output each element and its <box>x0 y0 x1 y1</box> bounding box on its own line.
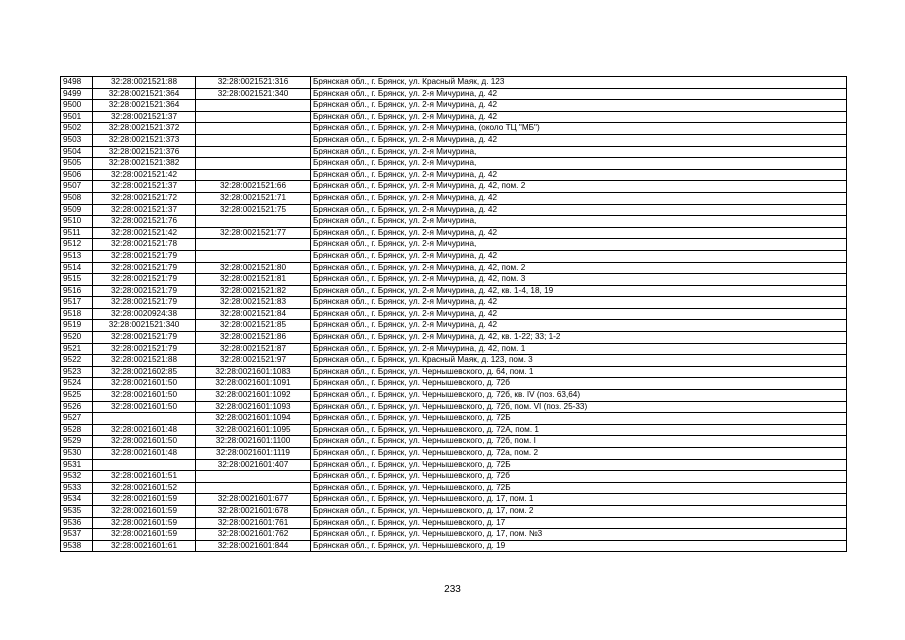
table-row <box>61 390 847 402</box>
address-cell: Брянская обл., г. Брянск, ул. 2-я Мичурина, (около ТЦ "МБ") <box>311 123 847 135</box>
row-number-cell: 9500 <box>61 100 93 112</box>
address-cell: Брянская обл., г. Брянск, ул. 2-я Мичурина, д. 42 <box>311 169 847 181</box>
cadastral-number-cell: 32:28:0021521:42 <box>93 169 196 181</box>
object-cadastral-number-cell: 32:28:0021601:762 <box>196 529 311 541</box>
cadastral-number-cell: 32:28:0021601:51 <box>93 471 196 483</box>
object-cadastral-number-cell: 32:28:0021521:87 <box>196 343 311 355</box>
table-row <box>61 204 847 216</box>
row-number-cell: 9538 <box>61 540 93 552</box>
address-cell: Брянская обл., г. Брянск, ул. 2-я Мичурина, д. 42, кв. 1-22; 33; 1-2 <box>311 332 847 344</box>
row-number-cell: 9536 <box>61 517 93 529</box>
row-number-cell: 9498 <box>61 77 93 89</box>
cadastral-number-cell <box>93 413 196 425</box>
object-cadastral-number-cell: 32:28:0021521:84 <box>196 308 311 320</box>
table-row <box>61 459 847 471</box>
table-row <box>61 401 847 413</box>
table-row <box>61 355 847 367</box>
object-cadastral-number-cell: 32:28:0021521:340 <box>196 88 311 100</box>
cadastral-number-cell: 32:28:0021521:88 <box>93 355 196 367</box>
table-row <box>61 494 847 506</box>
address-cell: Брянская обл., г. Брянск, ул. 2-я Мичурина, д. 42 <box>311 297 847 309</box>
table-row <box>61 192 847 204</box>
cadastral-number-cell: 32:28:0021601:59 <box>93 517 196 529</box>
cadastral-number-cell: 32:28:0021601:50 <box>93 436 196 448</box>
object-cadastral-number-cell: 32:28:0021601:1119 <box>196 448 311 460</box>
table-row <box>61 436 847 448</box>
table-row <box>61 297 847 309</box>
row-number-cell: 9512 <box>61 239 93 251</box>
cadastral-number-cell: 32:28:0021521:382 <box>93 158 196 170</box>
row-number-cell: 9508 <box>61 192 93 204</box>
address-cell: Брянская обл., г. Брянск, ул. Чернышевского, д. 19 <box>311 540 847 552</box>
object-cadastral-number-cell: 32:28:0021601:1093 <box>196 401 311 413</box>
object-cadastral-number-cell: 32:28:0021521:80 <box>196 262 311 274</box>
row-number-cell: 9509 <box>61 204 93 216</box>
address-cell: Брянская обл., г. Брянск, ул. 2-я Мичурина, <box>311 146 847 158</box>
table-row <box>61 482 847 494</box>
table-row <box>61 158 847 170</box>
table-row <box>61 285 847 297</box>
row-number-cell: 9530 <box>61 448 93 460</box>
table-row <box>61 320 847 332</box>
row-number-cell: 9506 <box>61 169 93 181</box>
row-number-cell: 9529 <box>61 436 93 448</box>
table-row <box>61 262 847 274</box>
table-row <box>61 413 847 425</box>
address-cell: Брянская обл., г. Брянск, ул. 2-я Мичурина, д. 42 <box>311 250 847 262</box>
address-cell: Брянская обл., г. Брянск, ул. 2-я Мичурина, д. 42 <box>311 227 847 239</box>
table-body <box>61 77 847 552</box>
object-cadastral-number-cell <box>196 146 311 158</box>
address-cell: Брянская обл., г. Брянск, ул. Чернышевского, д. 72А, пом. 1 <box>311 424 847 436</box>
object-cadastral-number-cell: 32:28:0021521:83 <box>196 297 311 309</box>
object-cadastral-number-cell: 32:28:0021521:97 <box>196 355 311 367</box>
table-row <box>61 505 847 517</box>
cadastral-number-cell: 32:28:0021601:59 <box>93 505 196 517</box>
table-row <box>61 274 847 286</box>
object-cadastral-number-cell <box>196 239 311 251</box>
table-row <box>61 540 847 552</box>
row-number-cell: 9521 <box>61 343 93 355</box>
object-cadastral-number-cell: 32:28:0021521:66 <box>196 181 311 193</box>
object-cadastral-number-cell: 32:28:0021601:678 <box>196 505 311 517</box>
address-cell: Брянская обл., г. Брянск, ул. 2-я Мичурина, д. 42, пом. 2 <box>311 262 847 274</box>
object-cadastral-number-cell: 32:28:0021521:81 <box>196 274 311 286</box>
cadastral-number-cell: 32:28:0021601:48 <box>93 448 196 460</box>
address-cell: Брянская обл., г. Брянск, ул. 2-я Мичурина, д. 42, пом. 3 <box>311 274 847 286</box>
object-cadastral-number-cell: 32:28:0021521:86 <box>196 332 311 344</box>
table-row <box>61 134 847 146</box>
row-number-cell: 9503 <box>61 134 93 146</box>
object-cadastral-number-cell: 32:28:0021601:677 <box>196 494 311 506</box>
row-number-cell: 9531 <box>61 459 93 471</box>
address-cell: Брянская обл., г. Брянск, ул. Чернышевского, д. 72б, пом. VI (поз. 25-33) <box>311 401 847 413</box>
address-cell: Брянская обл., г. Брянск, ул. Чернышевского, д. 72Б <box>311 482 847 494</box>
address-cell: Брянская обл., г. Брянск, ул. Чернышевского, д. 72б <box>311 471 847 483</box>
table-row <box>61 239 847 251</box>
table-row <box>61 123 847 135</box>
row-number-cell: 9524 <box>61 378 93 390</box>
address-cell: Брянская обл., г. Брянск, ул. 2-я Мичурина, д. 42 <box>311 111 847 123</box>
row-number-cell: 9513 <box>61 250 93 262</box>
table-row <box>61 424 847 436</box>
row-number-cell: 9504 <box>61 146 93 158</box>
cadastral-number-cell: 32:28:0021521:79 <box>93 250 196 262</box>
address-cell: Брянская обл., г. Брянск, ул. 2-я Мичурина, д. 42, пом. 1 <box>311 343 847 355</box>
table-row <box>61 378 847 390</box>
cadastral-number-cell: 32:28:0021521:79 <box>93 332 196 344</box>
row-number-cell: 9528 <box>61 424 93 436</box>
cadastral-number-cell: 32:28:0021601:50 <box>93 390 196 402</box>
object-cadastral-number-cell: 32:28:0021521:71 <box>196 192 311 204</box>
table-row <box>61 448 847 460</box>
table-row <box>61 332 847 344</box>
address-cell: Брянская обл., г. Брянск, ул. Чернышевского, д. 72а, пом. 2 <box>311 448 847 460</box>
cadastral-number-cell: 32:28:0021601:48 <box>93 424 196 436</box>
object-cadastral-number-cell: 32:28:0021601:1094 <box>196 413 311 425</box>
address-cell: Брянская обл., г. Брянск, ул. 2-я Мичурина, д. 42 <box>311 204 847 216</box>
cadastral-number-cell: 32:28:0021521:37 <box>93 181 196 193</box>
cadastral-number-cell: 32:28:0021521:79 <box>93 262 196 274</box>
object-cadastral-number-cell: 32:28:0021601:1092 <box>196 390 311 402</box>
row-number-cell: 9537 <box>61 529 93 541</box>
row-number-cell: 9502 <box>61 123 93 135</box>
address-cell: Брянская обл., г. Брянск, ул. 2-я Мичурина, д. 42 <box>311 134 847 146</box>
table-row <box>61 181 847 193</box>
address-cell: Брянская обл., г. Брянск, ул. Чернышевского, д. 72Б <box>311 413 847 425</box>
cadastral-number-cell: 32:28:0021521:364 <box>93 100 196 112</box>
table-row <box>61 343 847 355</box>
table-row <box>61 169 847 181</box>
object-cadastral-number-cell <box>196 111 311 123</box>
object-cadastral-number-cell: 32:28:0021521:85 <box>196 320 311 332</box>
row-number-cell: 9511 <box>61 227 93 239</box>
address-cell: Брянская обл., г. Брянск, ул. Чернышевского, д. 64, пом. 1 <box>311 366 847 378</box>
table-row <box>61 111 847 123</box>
row-number-cell: 9516 <box>61 285 93 297</box>
address-cell: Брянская обл., г. Брянск, ул. 2-я Мичурина, д. 42, пом. 2 <box>311 181 847 193</box>
object-cadastral-number-cell <box>196 134 311 146</box>
object-cadastral-number-cell: 32:28:0021601:1091 <box>196 378 311 390</box>
cadastral-number-cell: 32:28:0021521:364 <box>93 88 196 100</box>
cadastral-number-cell: 32:28:0021601:59 <box>93 494 196 506</box>
address-cell: Брянская обл., г. Брянск, ул. 2-я Мичурина, <box>311 216 847 228</box>
cadastral-number-cell: 32:28:0021521:79 <box>93 343 196 355</box>
object-cadastral-number-cell: 32:28:0021601:1095 <box>196 424 311 436</box>
table-row <box>61 250 847 262</box>
object-cadastral-number-cell <box>196 158 311 170</box>
address-cell: Брянская обл., г. Брянск, ул. 2-я Мичурина, <box>311 239 847 251</box>
address-cell: Брянская обл., г. Брянск, ул. Чернышевского, д. 17 <box>311 517 847 529</box>
object-cadastral-number-cell <box>196 482 311 494</box>
object-cadastral-number-cell: 32:28:0021601:761 <box>196 517 311 529</box>
address-cell: Брянская обл., г. Брянск, ул. Чернышевского, д. 17, пом. №3 <box>311 529 847 541</box>
row-number-cell: 9517 <box>61 297 93 309</box>
address-cell: Брянская обл., г. Брянск, ул. Чернышевского, д. 72б, пом. I <box>311 436 847 448</box>
table-row <box>61 77 847 89</box>
cadastral-number-cell: 32:28:0021521:373 <box>93 134 196 146</box>
cadastral-number-cell: 32:28:0021521:37 <box>93 111 196 123</box>
address-cell: Брянская обл., г. Брянск, ул. Чернышевского, д. 72б, кв. IV (поз. 63,64) <box>311 390 847 402</box>
cadastral-number-cell: 32:28:0021521:79 <box>93 297 196 309</box>
cadastral-number-cell <box>93 459 196 471</box>
row-number-cell: 9501 <box>61 111 93 123</box>
object-cadastral-number-cell <box>196 100 311 112</box>
cadastral-number-cell: 32:28:0021521:88 <box>93 77 196 89</box>
row-number-cell: 9534 <box>61 494 93 506</box>
table-row <box>61 471 847 483</box>
cadastral-number-cell: 32:28:0021521:79 <box>93 285 196 297</box>
cadastral-number-cell: 32:28:0021521:376 <box>93 146 196 158</box>
cadastral-number-cell: 32:28:0021601:50 <box>93 401 196 413</box>
object-cadastral-number-cell: 32:28:0021601:407 <box>196 459 311 471</box>
row-number-cell: 9523 <box>61 366 93 378</box>
cadastral-number-cell: 32:28:0021521:76 <box>93 216 196 228</box>
row-number-cell: 9526 <box>61 401 93 413</box>
cadastral-number-cell: 32:28:0021521:372 <box>93 123 196 135</box>
row-number-cell: 9522 <box>61 355 93 367</box>
object-cadastral-number-cell: 32:28:0021521:75 <box>196 204 311 216</box>
cadastral-number-cell: 32:28:0021601:50 <box>93 378 196 390</box>
cadastral-number-cell: 32:28:0021521:79 <box>93 274 196 286</box>
object-cadastral-number-cell: 32:28:0021601:844 <box>196 540 311 552</box>
address-cell: Брянская обл., г. Брянск, ул. 2-я Мичурина, д. 42 <box>311 100 847 112</box>
address-cell: Брянская обл., г. Брянск, ул. 2-я Мичурина, д. 42 <box>311 320 847 332</box>
object-cadastral-number-cell <box>196 169 311 181</box>
cadastral-number-cell: 32:28:0021601:61 <box>93 540 196 552</box>
row-number-cell: 9505 <box>61 158 93 170</box>
row-number-cell: 9533 <box>61 482 93 494</box>
object-cadastral-number-cell <box>196 123 311 135</box>
cadastral-number-cell: 32:28:0021521:78 <box>93 239 196 251</box>
cadastral-number-cell: 32:28:0021521:72 <box>93 192 196 204</box>
table-row <box>61 100 847 112</box>
cadastral-table <box>60 76 847 552</box>
cadastral-number-cell: 32:28:0021601:52 <box>93 482 196 494</box>
row-number-cell: 9527 <box>61 413 93 425</box>
address-cell: Брянская обл., г. Брянск, ул. Чернышевского, д. 72Б <box>311 459 847 471</box>
row-number-cell: 9532 <box>61 471 93 483</box>
row-number-cell: 9515 <box>61 274 93 286</box>
row-number-cell: 9507 <box>61 181 93 193</box>
table-row <box>61 216 847 228</box>
table-row <box>61 88 847 100</box>
page-number: 233 <box>444 584 461 595</box>
cadastral-number-cell: 32:28:0021601:59 <box>93 529 196 541</box>
row-number-cell: 9499 <box>61 88 93 100</box>
table-row <box>61 366 847 378</box>
table-row <box>61 227 847 239</box>
address-cell: Брянская обл., г. Брянск, ул. 2-я Мичурина, д. 42 <box>311 308 847 320</box>
row-number-cell: 9535 <box>61 505 93 517</box>
object-cadastral-number-cell <box>196 216 311 228</box>
row-number-cell: 9520 <box>61 332 93 344</box>
cadastral-number-cell: 32:28:0021521:340 <box>93 320 196 332</box>
table-row <box>61 517 847 529</box>
object-cadastral-number-cell: 32:28:0021601:1083 <box>196 366 311 378</box>
table-row <box>61 529 847 541</box>
object-cadastral-number-cell <box>196 471 311 483</box>
object-cadastral-number-cell: 32:28:0021601:1100 <box>196 436 311 448</box>
address-cell: Брянская обл., г. Брянск, ул. 2-я Мичурина, д. 42, кв. 1-4, 18, 19 <box>311 285 847 297</box>
cadastral-number-cell: 32:28:0021602:85 <box>93 366 196 378</box>
row-number-cell: 9510 <box>61 216 93 228</box>
cadastral-number-cell: 32:28:0021521:42 <box>93 227 196 239</box>
address-cell: Брянская обл., г. Брянск, ул. 2-я Мичурина, д. 42 <box>311 88 847 100</box>
address-cell: Брянская обл., г. Брянск, ул. Чернышевского, д. 17, пом. 1 <box>311 494 847 506</box>
address-cell: Брянская обл., г. Брянск, ул. Красный Маяк, д. 123 <box>311 77 847 89</box>
row-number-cell: 9518 <box>61 308 93 320</box>
object-cadastral-number-cell: 32:28:0021521:316 <box>196 77 311 89</box>
row-number-cell: 9519 <box>61 320 93 332</box>
address-cell: Брянская обл., г. Брянск, ул. 2-я Мичурина, <box>311 158 847 170</box>
object-cadastral-number-cell: 32:28:0021521:82 <box>196 285 311 297</box>
table-row <box>61 146 847 158</box>
row-number-cell: 9525 <box>61 390 93 402</box>
address-cell: Брянская обл., г. Брянск, ул. 2-я Мичурина, д. 42 <box>311 192 847 204</box>
object-cadastral-number-cell <box>196 250 311 262</box>
address-cell: Брянская обл., г. Брянск, ул. Чернышевского, д. 72б <box>311 378 847 390</box>
cadastral-number-cell: 32:28:0020924:38 <box>93 308 196 320</box>
address-cell: Брянская обл., г. Брянск, ул. Чернышевского, д. 17, пом. 2 <box>311 505 847 517</box>
table-row <box>61 308 847 320</box>
row-number-cell: 9514 <box>61 262 93 274</box>
address-cell: Брянская обл., г. Брянск, ул. Красный Маяк, д. 123, пом. 3 <box>311 355 847 367</box>
object-cadastral-number-cell: 32:28:0021521:77 <box>196 227 311 239</box>
cadastral-number-cell: 32:28:0021521:37 <box>93 204 196 216</box>
